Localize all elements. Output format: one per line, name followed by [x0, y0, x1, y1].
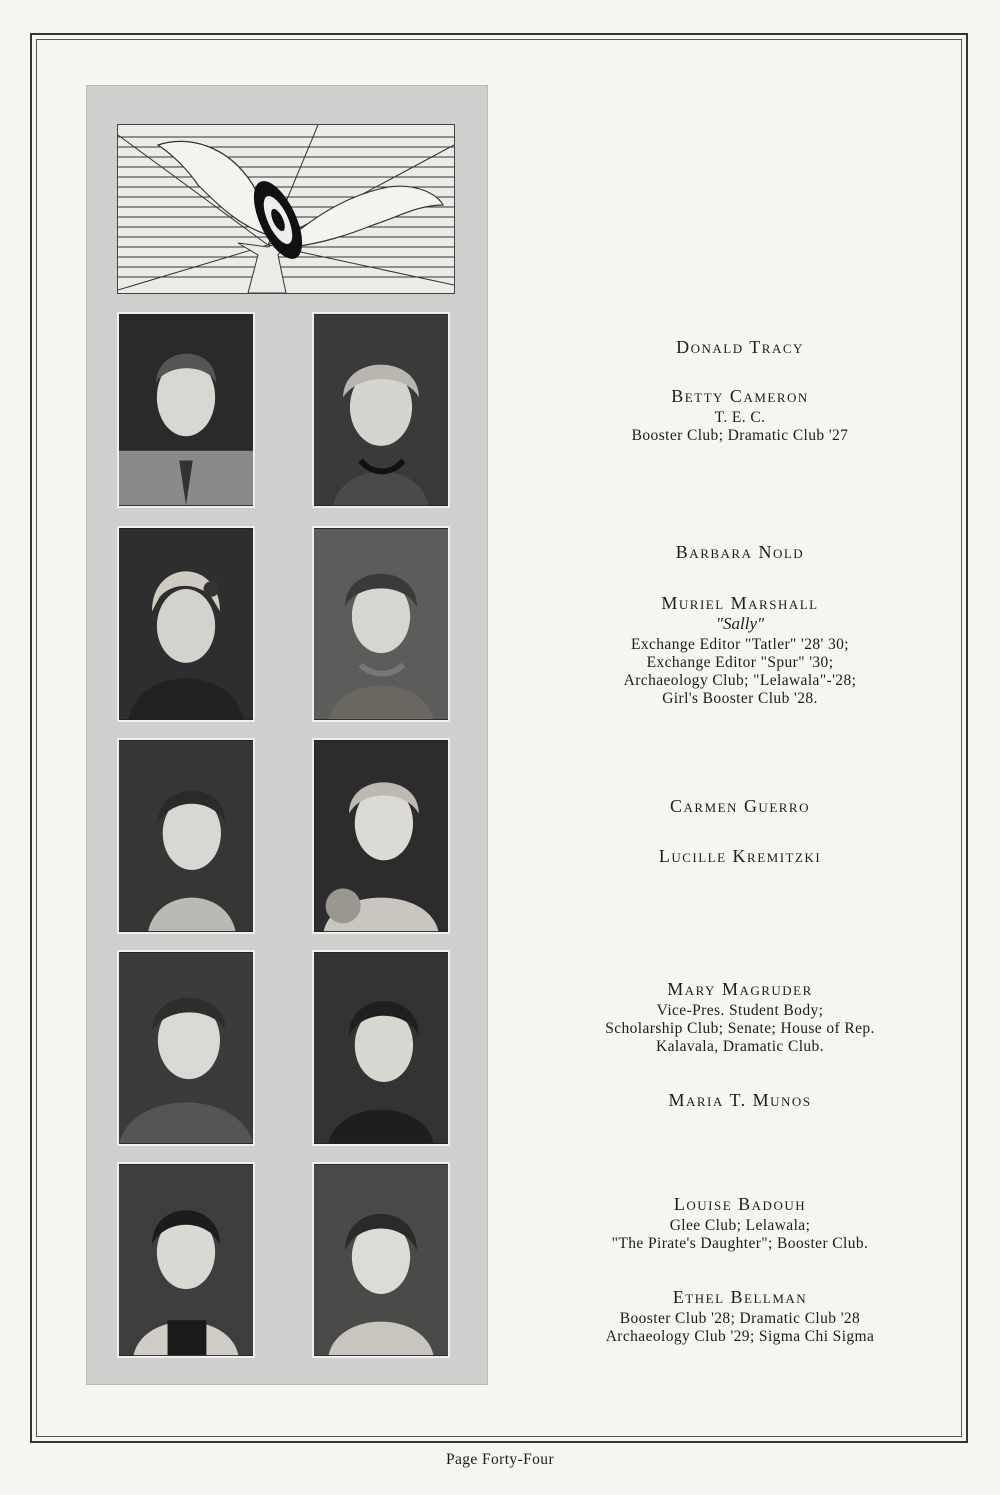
entry-lucille-kremitzki: [560, 845, 920, 867]
activity-line: Archaeology Club; "Lelawala"-'28;: [623, 672, 857, 689]
entry-ethel-bellman: [560, 1286, 920, 1346]
portrait-donald-tracy: [117, 312, 255, 508]
entry-carmen-guerro: [560, 795, 920, 817]
winged-wheel-icon: [117, 124, 455, 294]
portrait-louise-badouh: [117, 1162, 255, 1358]
portrait-muriel-marshall: [312, 526, 450, 722]
activity-line: Exchange Editor "Spur" '30;: [646, 654, 834, 671]
student-name: Ethel Bellman: [672, 1287, 808, 1307]
activity-line: Exchange Editor "Tatler" '28' 30;: [630, 636, 849, 653]
activity-line: Vice-Pres. Student Body;: [656, 1002, 824, 1019]
portrait-barbara-nold: [117, 526, 255, 722]
activity-line: T. E. C.: [714, 409, 766, 426]
nickname: "Sally": [715, 614, 765, 633]
activity-line: Booster Club; Dramatic Club '27: [631, 427, 849, 444]
activity-line: Scholarship Club; Senate; House of Rep.: [605, 1020, 875, 1037]
student-name: Barbara Nold: [675, 542, 805, 562]
portrait-lucille-kremitzki: [312, 738, 450, 934]
page-number: Page Forty-Four: [445, 1451, 555, 1468]
activity-line: Booster Club '28; Dramatic Club '28: [619, 1310, 861, 1327]
entry-mary-magruder: [560, 978, 920, 1056]
activity-line: Kalavala, Dramatic Club.: [656, 1038, 824, 1055]
portrait-carmen-guerro: [117, 738, 255, 934]
portrait-ethel-bellman: [312, 1162, 450, 1358]
activity-line: "The Pirate's Daughter"; Booster Club.: [611, 1235, 869, 1252]
student-name: Louise Badouh: [673, 1194, 807, 1214]
entry-donald-tracy: [560, 336, 920, 358]
student-name: Betty Cameron: [671, 386, 809, 406]
student-name: Mary Magruder: [667, 979, 813, 999]
entry-louise-badouh: [560, 1193, 920, 1253]
activity-line: Girl's Booster Club '28.: [662, 690, 818, 707]
portrait-maria-munos: [312, 950, 450, 1146]
entry-betty-cameron: [560, 385, 920, 445]
portrait-betty-cameron: [312, 312, 450, 508]
portrait-mary-magruder: [117, 950, 255, 1146]
student-name: Donald Tracy: [676, 337, 804, 357]
entry-barbara-nold: [560, 541, 920, 563]
student-name: Lucille Kremitzki: [658, 846, 822, 866]
entry-maria-munos: [560, 1089, 920, 1111]
entry-muriel-marshall: [560, 592, 920, 708]
student-name: Muriel Marshall: [661, 593, 819, 613]
activity-line: Glee Club; Lelawala;: [669, 1217, 811, 1234]
student-name: Maria T. Munos: [668, 1090, 812, 1110]
student-name: Carmen Guerro: [669, 796, 810, 816]
activity-line: Archaeology Club '29; Sigma Chi Sigma: [605, 1328, 875, 1345]
